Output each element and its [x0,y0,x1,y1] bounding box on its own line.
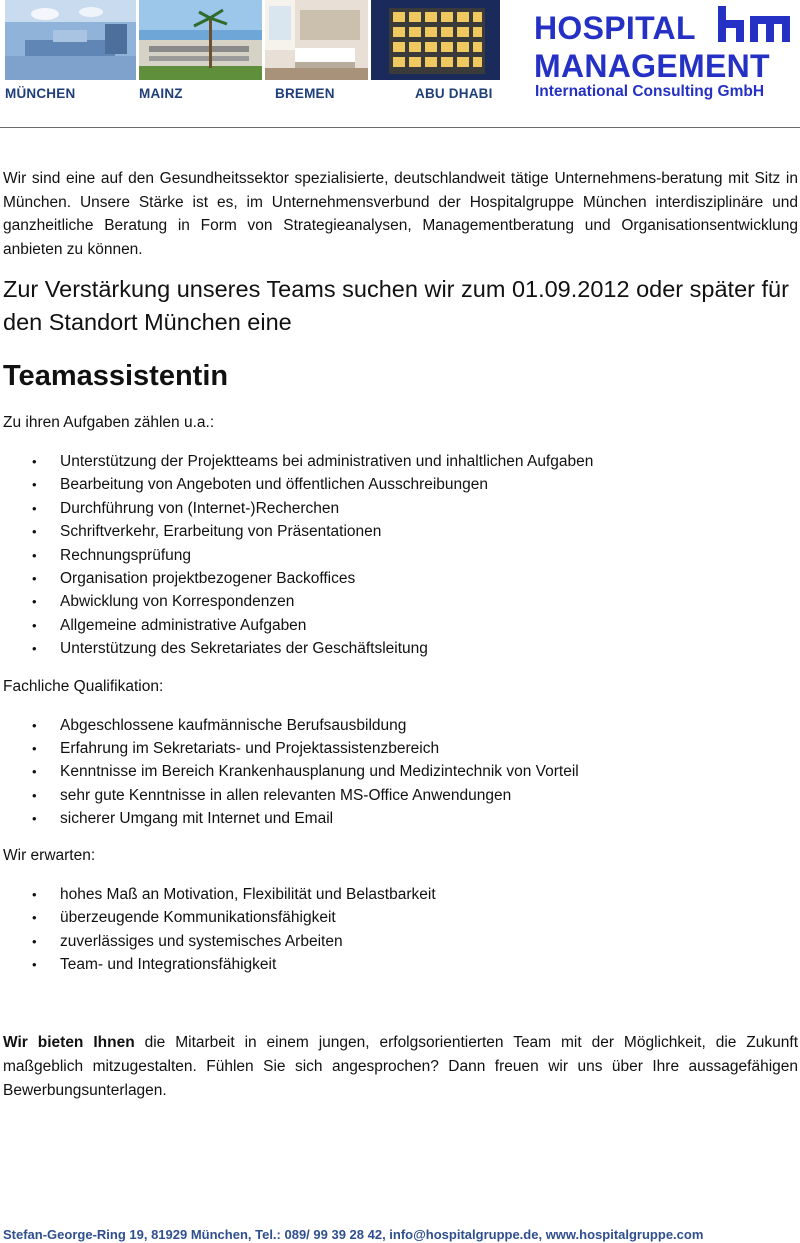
list-item [3,714,798,737]
city-label-abu-dhabi: ABU DHABI [415,86,493,101]
bullet-icon: • [32,787,37,803]
logo-text-management: MANAGEMENT [534,48,770,84]
city-label-bremen: BREMEN [275,86,335,101]
bullet-icon: • [32,910,37,926]
closing-paragraph [3,1031,798,1103]
letterhead [0,0,800,128]
tasks-list [3,450,798,661]
list-item-text: Abgeschlossene kaufmännische Berufsausbildung [60,716,407,734]
list-item [3,807,798,830]
bullet-icon: • [32,886,37,902]
list-item-text: Erfahrung im Sekretariats- und Projektassistenzbereich [60,740,440,758]
bullet-icon: • [32,524,37,540]
glass-building-photo [371,0,500,80]
logo-text-hospital: HOSPITAL [534,10,696,46]
list-item-text: Team- und Integrationsfähigkeit [60,955,277,973]
list-item-text: Unterstützung des Sekretariates der Geschäftsleitung [60,640,428,658]
tasks-label: Zu ihren Aufgaben zählen u.a.: [3,414,215,431]
list-item-text: Allgemeine administrative Aufgaben [60,616,307,634]
city-label-mainz: MAINZ [139,86,183,101]
hm-logo-mark-icon [716,6,792,42]
list-item-text: Abwicklung von Korrespondenzen [60,593,295,611]
footer-contact: Stefan-George-Ring 19, 81929 München, Tel.: 089/ 99 39 28 42, info@hospitalgruppe.de, www.hospitalgruppe.com [3,1227,704,1242]
list-item-text: Organisation projektbezogener Backoffices [60,570,356,588]
patient-room-photo [265,0,368,80]
list-item [3,906,798,929]
list-item-text: Durchführung von (Internet-)Recherchen [60,499,340,517]
bullet-icon: • [32,641,37,657]
bullet-icon: • [32,811,37,827]
bullet-icon: • [32,956,37,972]
recruitment-headline: Zur Verstärkung unseres Teams suchen wir zum 01.09.2012 oder später für den Standort München eine [3,276,789,335]
qualification-list [3,714,798,831]
list-item [3,883,798,906]
bullet-icon: • [32,454,37,469]
list-item [3,520,798,543]
list-item-text: sehr gute Kenntnisse in allen relevanten MS-Office Anwendungen [60,786,512,804]
list-item-text: Rechnungsprüfung [60,546,191,564]
list-item [3,590,798,613]
list-item [3,784,798,807]
list-item [3,637,798,660]
bullet-icon: • [32,933,37,949]
job-posting-body [3,167,798,1103]
list-item-text: sicherer Umgang mit Internet und Email [60,810,334,828]
expectations-label: Wir erwarten: [3,846,96,864]
list-item-text: Schriftverkehr, Erarbeitung von Präsentationen [60,523,382,541]
bullet-icon: • [32,477,37,493]
list-item [3,953,798,976]
list-item [3,450,798,473]
list-item [3,544,798,567]
list-item-text: hohes Maß an Motivation, Flexibilität und Belastbarkeit [60,885,436,903]
list-item [3,567,798,590]
qualification-label: Fachliche Qualifikation: [3,677,164,695]
list-item-text: Kenntnisse im Bereich Krankenhausplanung und Medizintechnik von Vorteil [60,763,579,781]
list-item [3,473,798,496]
list-item-text: Unterstützung der Projektteams bei administrativen und inhaltlichen Aufgaben [60,453,594,470]
bullet-icon: • [32,571,37,587]
list-item-text: Bearbeitung von Angeboten und öffentlichen Ausschreibungen [60,476,489,494]
list-item [3,760,798,783]
closing-text: die Mitarbeit in einem jungen, erfolgsorientierten Team mit der Möglichkeit, die Zukunft maßgeblich mitzugestalten. Fühlen Sie sich angesprochen? Dann freuen wir uns über Ihre aussagefähigen Bewerbungsunterlagen. [3,1034,798,1100]
closing-lead: Wir bieten Ihnen [3,1034,135,1052]
bullet-icon: • [32,717,37,733]
expectations-list [3,883,798,977]
bullet-icon: • [32,617,37,633]
list-item [3,930,798,953]
city-label-muenchen: MÜNCHEN [5,86,76,101]
list-item-text: zuverlässiges und systemisches Arbeiten [60,932,343,950]
operating-room-photo [5,0,136,80]
list-item-text: überzeugende Kommunikationsfähigkeit [60,909,336,927]
list-item [3,497,798,520]
bullet-icon: • [32,594,37,610]
job-title: Teamassistentin [3,360,229,392]
logo-text-subtitle: International Consulting GmbH [535,83,765,100]
intro-paragraph: Wir sind eine auf den Gesundheitssektor spezialisierte, deutschlandweit tätige Unternehmens-beratung mit Sitz in München. Unsere Stärke ist es, im Unternehmensverbund der Hospitalgruppe München interdisziplinäre und ganzheitliche Beratung in Form von Strategieanalysen, Managementberatung und Organisationsentwicklung anbieten zu können. [3,170,798,258]
list-item [3,737,798,760]
building-palm-photo [139,0,262,80]
list-item [3,614,798,637]
bullet-icon: • [32,764,37,780]
header-divider [0,127,800,128]
bullet-icon: • [32,547,37,563]
bullet-icon: • [32,500,37,516]
bullet-icon: • [32,741,37,757]
